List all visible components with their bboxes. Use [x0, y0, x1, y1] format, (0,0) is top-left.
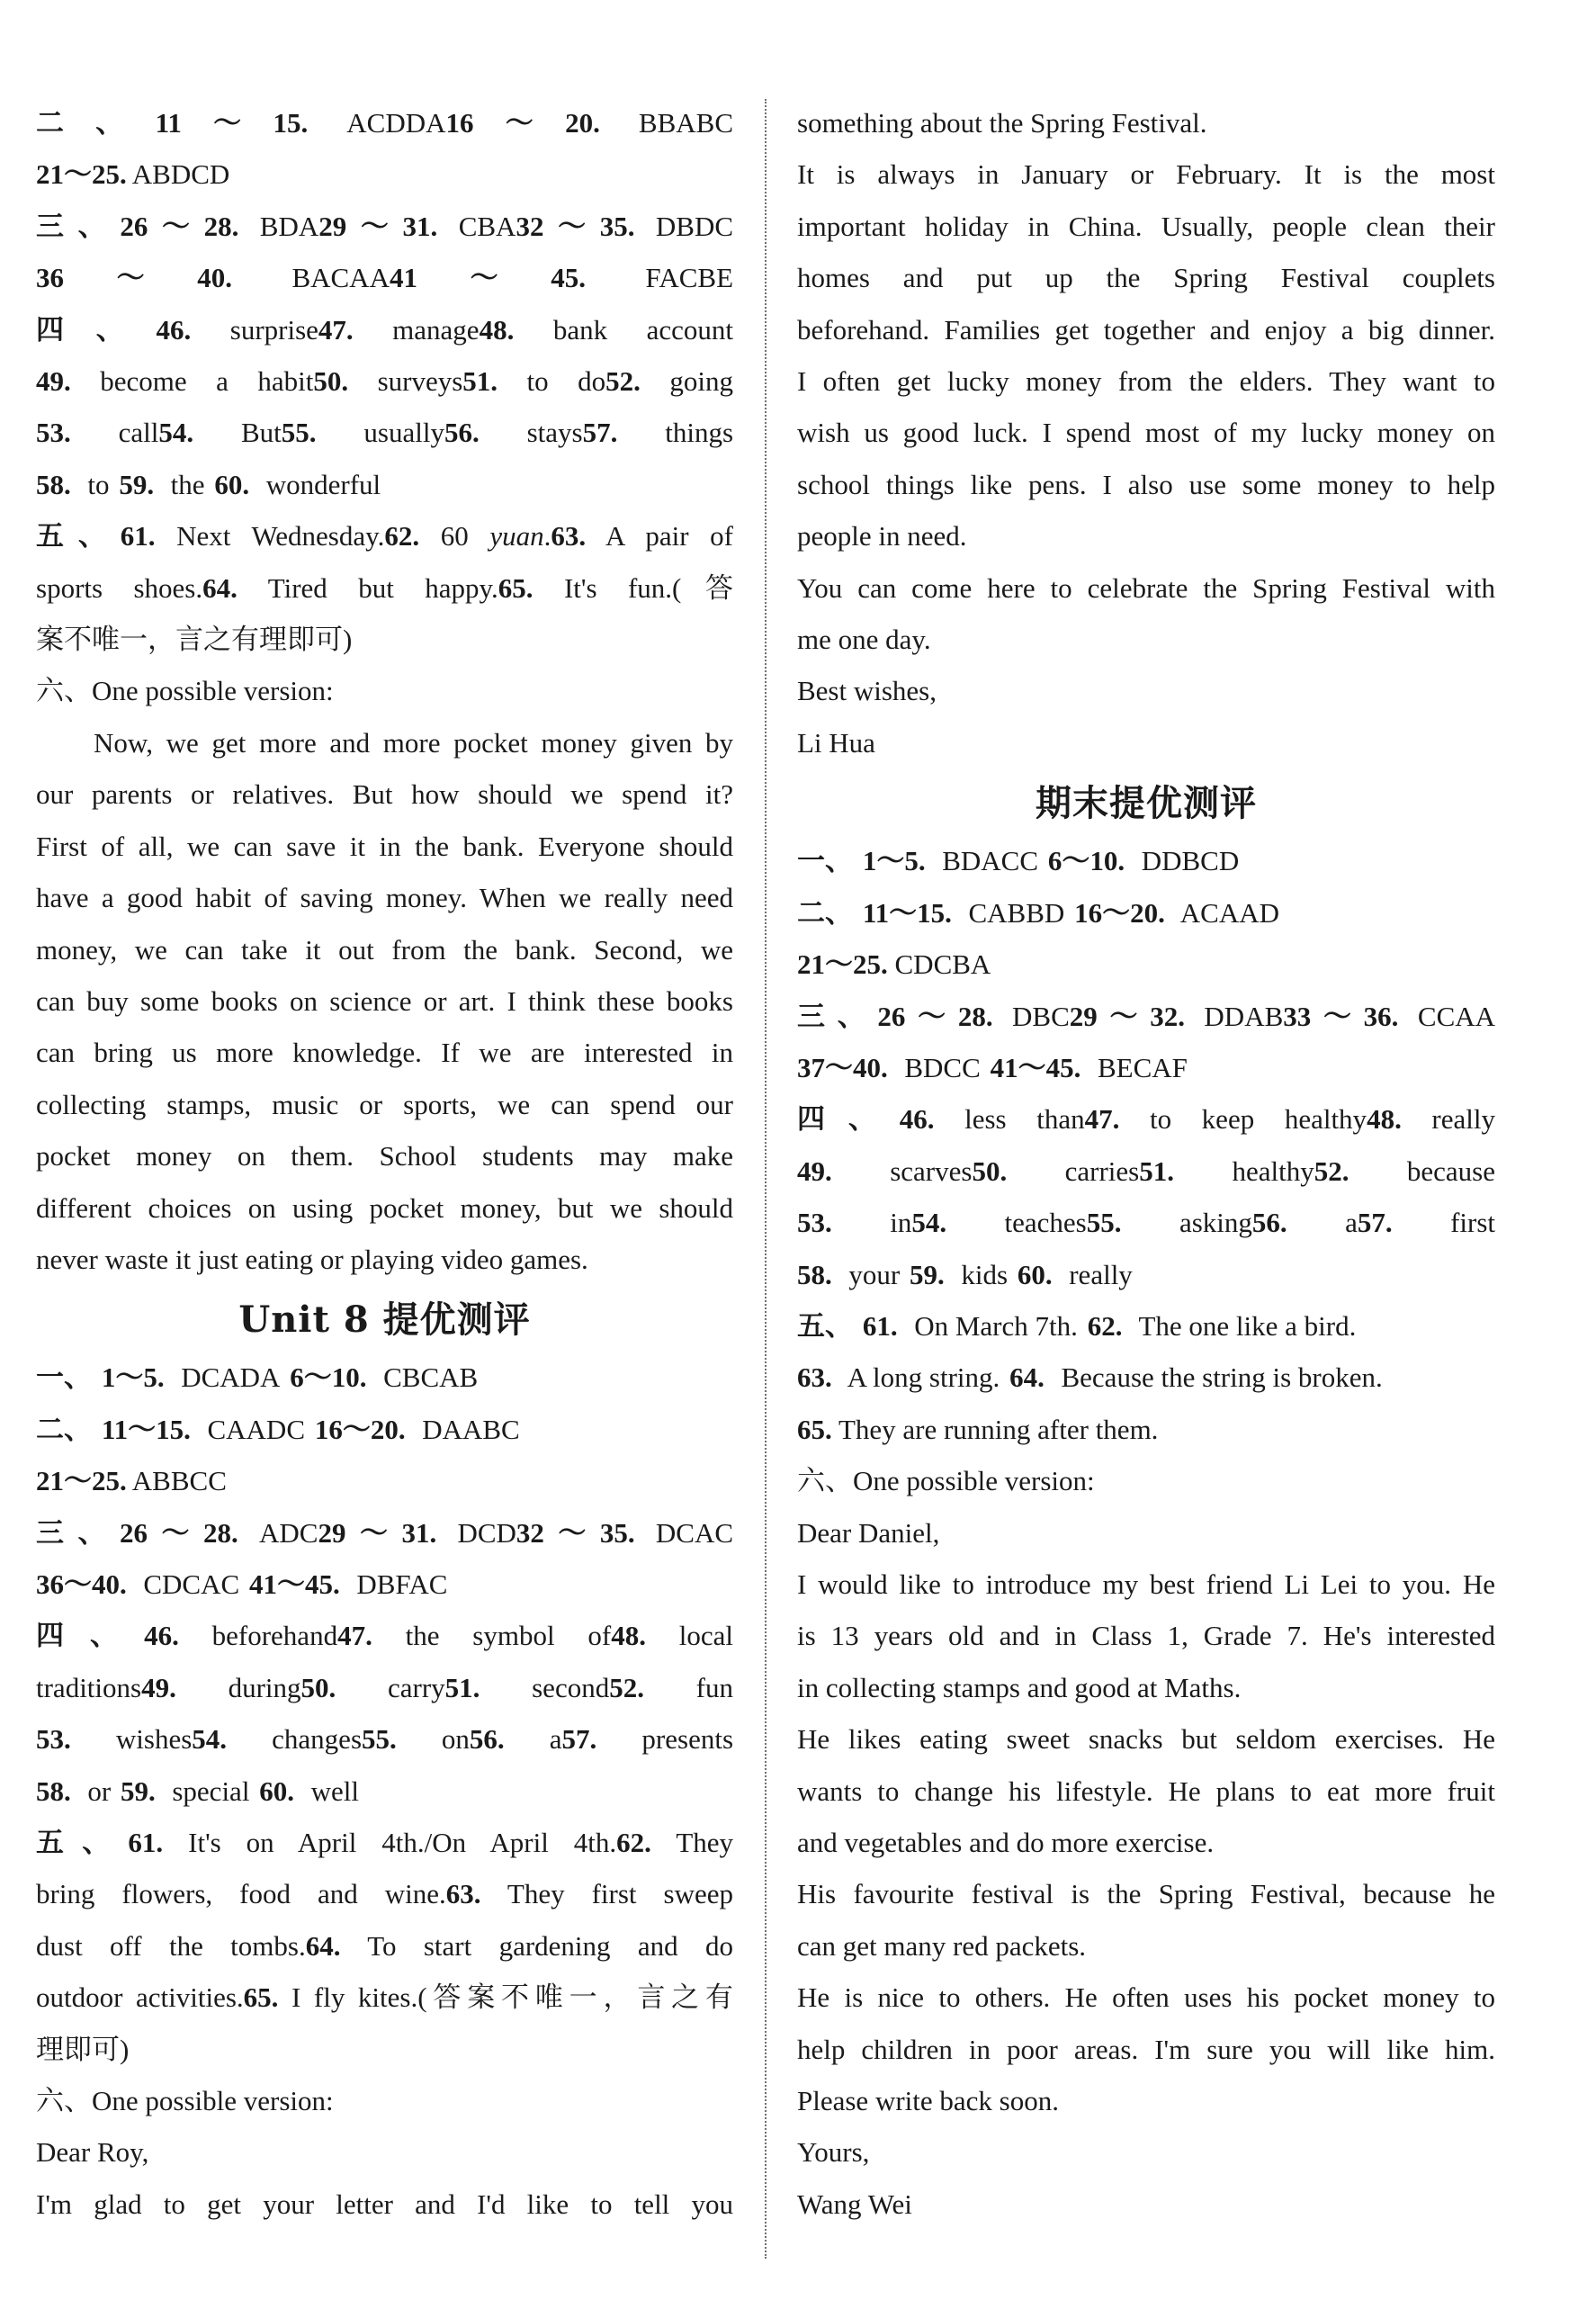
answer-line: 53. call54. But55. usually56. stays57. things: [36, 417, 734, 449]
answer-line: 三、26～28. BDA29～31. CBA32～35. DBDC: [36, 210, 734, 242]
letter-line: wants to change his lifestyle. He plans to eat more fruit: [797, 1774, 1495, 1807]
letter-line: wish us good luck. I spend most of my lucky money on: [797, 417, 1495, 449]
answer-line: 五、61. Next Wednesday.62. 60 yuan.63. A pair of: [36, 520, 734, 553]
answer-line: 53. wishes54. changes55. on56. a57. presents: [36, 1723, 734, 1756]
essay-line: can bring us more knowledge. If we are interested in: [36, 1037, 733, 1069]
letter-line: It is always in January or February. It is the most: [797, 158, 1495, 191]
answer-line: 21～25. ABDCD: [36, 158, 230, 191]
answer-line: 三、26～28. DBC29～32. DDAB33～36. CCAA: [797, 1000, 1496, 1032]
answer-line: 理即可): [36, 2033, 130, 2065]
answer-line: 四、46. less than47. to keep healthy48. really: [797, 1103, 1495, 1136]
letter-line: Wang Wei: [797, 2188, 912, 2220]
letter-line: people in need.: [797, 520, 967, 553]
answer-line: 案不唯一，言之有理即可): [36, 624, 353, 656]
answer-line: traditions49. during50. carry51. second52. fun: [36, 1671, 734, 1703]
essay-line: First of all, we can save it in the bank. Everyone should: [36, 830, 733, 862]
answer-line: 一、 1～5. DCADA 6～10. CBCAB: [36, 1361, 479, 1394]
right-column: [797, 97, 1495, 2230]
answer-line: outdoor activities.65. I fly kites.(答案不唯一，言之有: [36, 1981, 733, 2014]
answer-line: 36～40. CDCAC 41～45. DBFAC: [36, 1568, 448, 1600]
letter-line: help children in poor areas. I'm sure you will like him.: [797, 2033, 1495, 2065]
letter-line: He is nice to others. He often uses his pocket money to: [797, 1981, 1495, 2014]
answer-line: 36～40. BACAA41～45. FACBE: [36, 262, 734, 294]
letter-line: I would like to introduce my best friend Li Lei to you. He: [797, 1568, 1495, 1600]
answer-line: dust off the tombs.64. To start gardening and do: [36, 1929, 733, 1962]
answer-line: bring flowers, food and wine.63. They first sweep: [36, 1878, 734, 1910]
column-divider: [765, 99, 767, 2259]
left-column: [36, 97, 733, 2230]
answer-line: 四、46. beforehand47. the symbol of48. local: [36, 1620, 733, 1652]
essay-line: never waste it just eating or playing video games.: [36, 1243, 588, 1275]
section-label: 六、One possible version:: [36, 2085, 334, 2117]
answer-line: 四、46. surprise47. manage48. bank account: [36, 313, 733, 346]
letter-line: is 13 years old and in Class 1, Grade 7. He's interested: [797, 1620, 1495, 1652]
letter-line: can get many red packets.: [797, 1929, 1087, 1962]
letter-line: and vegetables and do more exercise.: [797, 1827, 1215, 1858]
answer-line: 58. your 59. kids 60. really: [797, 1258, 1133, 1290]
answer-line: 49. become a habit50. surveys51. to do52. going: [36, 365, 733, 398]
essay-line: pocket money on them. School students may make: [36, 1140, 733, 1172]
answer-line: sports shoes.64. Tired but happy.65. It's fun.(答: [36, 571, 734, 604]
essay-line: different choices on using pocket money, but we should: [36, 1191, 733, 1224]
essay-line: our parents or relatives. But how should we spend it?: [36, 778, 733, 811]
letter-line: He likes eating sweet snacks but seldom exercises. He: [797, 1723, 1495, 1756]
answer-line: 53. in54. teaches55. asking56. a57. first: [797, 1207, 1495, 1239]
letter-line: Please write back soon.: [797, 2085, 1059, 2117]
letter-line: You can come here to celebrate the Spring Festival with: [797, 571, 1495, 604]
answer-line: 五、 61. On March 7th. 62. The one like a bird.: [797, 1309, 1357, 1342]
section-label: 六、One possible version:: [36, 675, 334, 707]
letter-line: in collecting stamps and good at Maths.: [797, 1671, 1242, 1703]
letter-line: Dear Daniel,: [797, 1516, 940, 1549]
essay-line: Now, we get more and more pocket money given by: [94, 726, 733, 759]
letter-line: homes and put up the Spring Festival couplets: [797, 262, 1495, 294]
section-heading-final: 期末提优测评: [1036, 782, 1257, 825]
answer-line: 58. or 59. special 60. well: [36, 1774, 359, 1807]
answer-line: 37～40. BDCC 41～45. BECAF: [797, 1051, 1188, 1083]
answer-line: 二、11～15. ACDDA16～20. BBABC: [36, 107, 733, 139]
answer-line: 一、 1～5. BDACC 6～10. DDBCD: [797, 845, 1240, 877]
letter-line: beforehand. Families get together and enjoy a big dinner.: [797, 313, 1495, 346]
answer-line: 63. A long string. 64. Because the string is broken.: [797, 1361, 1383, 1394]
answer-line: 二、 11～15. CAADC 16～20. DAABC: [36, 1413, 520, 1445]
letter-line: His favourite festival is the Spring Festival, because he: [797, 1878, 1495, 1910]
answer-line: 21～25. ABBCC: [36, 1465, 227, 1497]
letter-line: Yours,: [797, 2136, 870, 2169]
letter-line: I'm glad to get your letter and I'd like to tell you: [36, 2188, 733, 2220]
essay-line: have a good habit of saving money. When we really need: [36, 882, 733, 914]
answer-line: 二、 11～15. CABBD 16～20. ACAAD: [797, 896, 1279, 929]
letter-line: I often get lucky money from the elders. They want to: [797, 365, 1495, 398]
section-heading-unit8: Unit 8 提优测评: [238, 1298, 531, 1342]
section-label: 六、One possible version:: [797, 1465, 1095, 1497]
answer-line: 58. to 59. the 60. wonderful: [36, 468, 381, 500]
answer-line: 65. They are running after them.: [797, 1413, 1159, 1445]
letter-line: Li Hua: [797, 726, 875, 759]
letter-line: school things like pens. I also use some money to help: [797, 468, 1495, 500]
letter-line: me one day.: [797, 624, 931, 656]
answer-line: 21～25. CDCBA: [797, 948, 991, 981]
answer-line: 五、61. It's on April 4th./On April 4th.62. They: [36, 1827, 734, 1858]
answer-line: 49. scarves50. carries51. healthy52. because: [797, 1154, 1496, 1187]
letter-line: Best wishes,: [797, 675, 937, 707]
essay-line: can buy some books on science or art. I think these books: [36, 984, 733, 1017]
letter-line: important holiday in China. Usually, people clean their: [797, 210, 1495, 242]
letter-line: something about the Spring Festival.: [797, 107, 1207, 139]
essay-line: money, we can take it out from the bank. Second, we: [36, 933, 733, 966]
answer-line: 三、26～28. ADC29～31. DCD32～35. DCAC: [36, 1516, 734, 1549]
essay-line: collecting stamps, music or sports, we can spend our: [36, 1088, 733, 1120]
letter-line: Dear Roy,: [36, 2136, 149, 2169]
